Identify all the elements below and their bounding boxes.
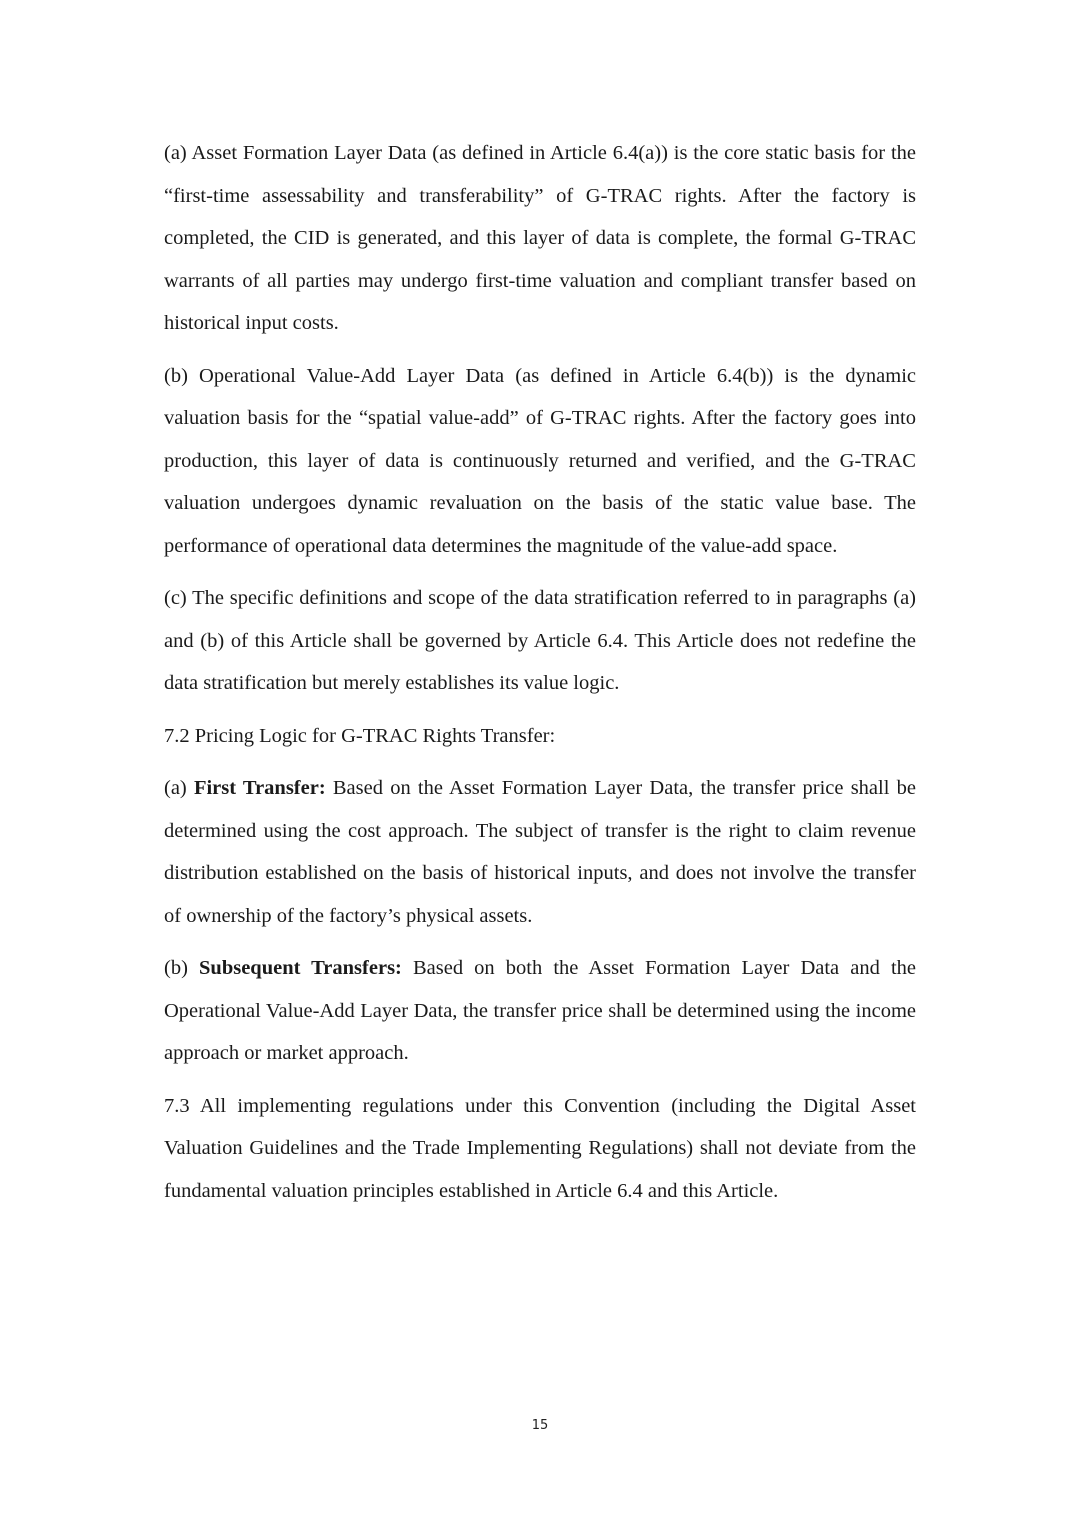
paragraph-7-3 (164, 1085, 916, 1213)
item-prefix: (b) (164, 957, 200, 979)
paragraph-7-2-a (164, 767, 916, 937)
page-number: 15 (531, 1418, 549, 1433)
heading-text: 7.2 Pricing Logic for G-TRAC Rights Transfer: (164, 724, 556, 747)
bold-term: First Transfer: (193, 777, 326, 799)
paragraph-7-2-b (164, 947, 916, 1075)
paragraph-7-1-b (164, 355, 916, 568)
paragraph-7-1-c (164, 577, 916, 705)
bold-term: Subsequent Transfers: (199, 957, 402, 979)
paragraph-text: (b) Operational Value-Add Layer Data (as defined in Article 6.4(b)) is the dynamic valuation basis for the “spatial value-add” of G-TRAC rights. After the factory goes into production, this layer of data is continuously returned and verified, and the G-TRAC valuation undergoes dynamic revaluation on the basis of the static value base. The performance of operational data determines the magnitude of the value-add space. (164, 364, 916, 557)
paragraph-text: Based on both the Asset Formation Layer Data and the Operational Value-Add Layer Data, the transfer price shall be determined using the income approach or market approach. (164, 957, 916, 1064)
paragraph-text: (c) The specific definitions and scope of the data stratification referred to in paragraphs (a) and (b) of this Article shall be governed by Article 6.4. This Article does not redefine the data stratification but merely establishes its value logic. (164, 587, 916, 694)
paragraph-text: (a) Asset Formation Layer Data (as defined in Article 6.4(a)) is the core static basis for the “first-time assessability and transferability” of G-TRAC rights. After the factory is completed, the CID is generated, and this layer of data is complete, the formal G-TRAC warrants of all parties may undergo first-time valuation and compliant transfer based on historical input costs. (164, 142, 916, 334)
item-prefix: (a) (164, 777, 194, 799)
paragraph-7-1-a (164, 132, 916, 345)
document-body (164, 132, 916, 1222)
paragraph-text: Based on the Asset Formation Layer Data, the transfer price shall be determined using the cost approach. The subject of transfer is the right to claim revenue distribution established on the basis of historical inputs, and does not involve the transfer of ownership of the factory’s physical assets. (164, 777, 916, 927)
section-heading-7-2 (164, 715, 916, 758)
paragraph-text: 7.3 All implementing regulations under this Convention (including the Digital Asset Valuation Guidelines and the Trade Implementing Regulations) shall not deviate from the fundamental valuation principles established in Article 6.4 and this Article. (164, 1094, 916, 1202)
